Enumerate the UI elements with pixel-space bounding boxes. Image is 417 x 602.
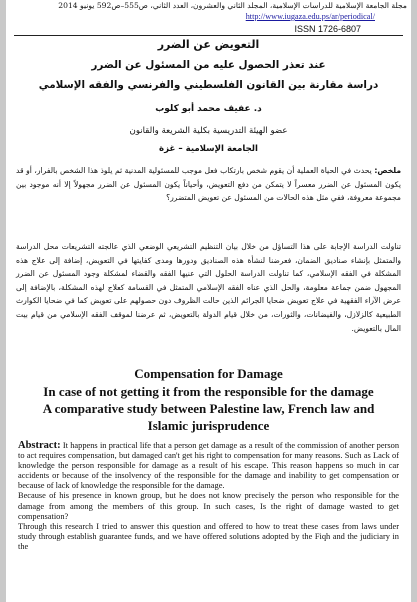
arabic-abstract-label: ملخص: xyxy=(374,166,402,175)
issn-number: ISSN 1726-6807 xyxy=(294,24,361,34)
english-title-sub: In case of not getting it from the responsible for the damage xyxy=(43,384,374,399)
arabic-affiliation: عضو الهيئة التدريسية بكلية الشريعة والقانون xyxy=(129,126,288,136)
header-divider xyxy=(14,35,403,36)
english-abstract-label: Abstract: xyxy=(18,440,61,451)
english-title-study-line2: Islamic jurisprudence xyxy=(147,418,270,433)
journal-url-link[interactable]: http://www.iugaza.edu.ps/ar/periodical/ xyxy=(245,12,375,21)
arabic-body-text: تناولت الدراسة الإجابة على هذا التساؤل من خلال بيان التنظيم التشريعي الوضعي الذي عالجته التشريعات محل الدراسة والمتمثل بإنشاء صناديق الضمان، فعرضنا لنشأة هذه الصناديق ودورها ومدى كفايتها في التعويض، إضافة إلى علاج هذه المشكلة في الفقه الإسلامي، كما تناولت الدراسة الحلول التي عنيها الفقه والقضاء لمشكلة وجود المسئول عن الضرر المجهول ضمن جماعة معلومة، والحل الذي عناه الفقه الإسلامي المتمثل في القسامة كعلاج لهذه المشكلة، بالإضافة إلى عرض الآراء الفقهية في علاج تعويض ضحايا الجرائم الذين حالت الظروف دون حصولهم على تعويض كما في ضحايا الكوارث الطبيعية كالزلازل، والفيضانات، والثورات، من خلال قيام الدولة بالتعويض، ثم عرضنا لموقف الفقه الإسلامي من قيام بيت المال بالتعويض. xyxy=(16,242,401,333)
arabic-university: الجامعة الإسلامية – غزة xyxy=(159,144,258,154)
journal-page xyxy=(6,0,411,602)
arabic-title-main: التعويض عن الضرر xyxy=(157,38,260,51)
journal-header: مجلة الجامعة الإسلامية للدراسات الإسلامية، المجلد الثاني والعشرون، العدد الثاني، ص555–ص592 يونيو 2014 xyxy=(58,1,407,10)
arabic-body xyxy=(16,240,401,335)
arabic-title-study: دراسة مقارنة بين القانون الفلسطيني والفرنسي والفقه الإسلامي xyxy=(38,79,379,91)
english-abstract xyxy=(18,441,399,552)
arabic-abstract-text: يحدث في الحياة العملية أن يقوم شخص بارتكاب فعل موجب للمسئولية المدنية ثم يلوذ هذا الشخص بالفرار، أو قد يكون المسئول عن الضرر معسراً لا يتمكن من دفع التعويض، وأحياناً يكون المسئول عن الضرر مجهولاً إلا أنه موجود بين مجموعة معروفة، ففي مثل هذه الحالات من المسئول عن تعويض المتضرر؟ xyxy=(16,166,401,203)
arabic-author: د. عفيف محمد أبو كلوب xyxy=(155,104,262,114)
english-title-main: Compensation for Damage xyxy=(134,366,283,381)
english-abstract-paragraph-1: It happens in practical life that a person get damage as a result of the commission of another person to act requires compensation, but damaged can't get his right to compensation for many reasons. Such as Lack of knowledge the person responsible for damage as a result of his escape. This reason happens so much in car accidents or because of the insolvency of the responsible for the damage and inability to get compensation or because of lack of knowledge the responsible for the damage. xyxy=(18,441,400,491)
english-title-study-line1: A comparative study between Palestine law, French law and xyxy=(42,401,375,416)
english-abstract-paragraph-2: Because of his presence in known group, but he does not know precisely the person who responsible for the damage from among the members of this group. In such cases, Is the right of damage wasted to get compensation? xyxy=(18,491,399,521)
arabic-title-sub: عند تعذر الحصول عليه من المسئول عن الضرر xyxy=(91,59,326,71)
english-abstract-paragraph-3: Through this research I tried to answer this question and offered to how to treat these cases from laws under study through establish guarantee funds, and we have offered solutions adopted by the Fiqh and the judiciary in the xyxy=(18,521,399,551)
arabic-abstract xyxy=(16,164,401,205)
